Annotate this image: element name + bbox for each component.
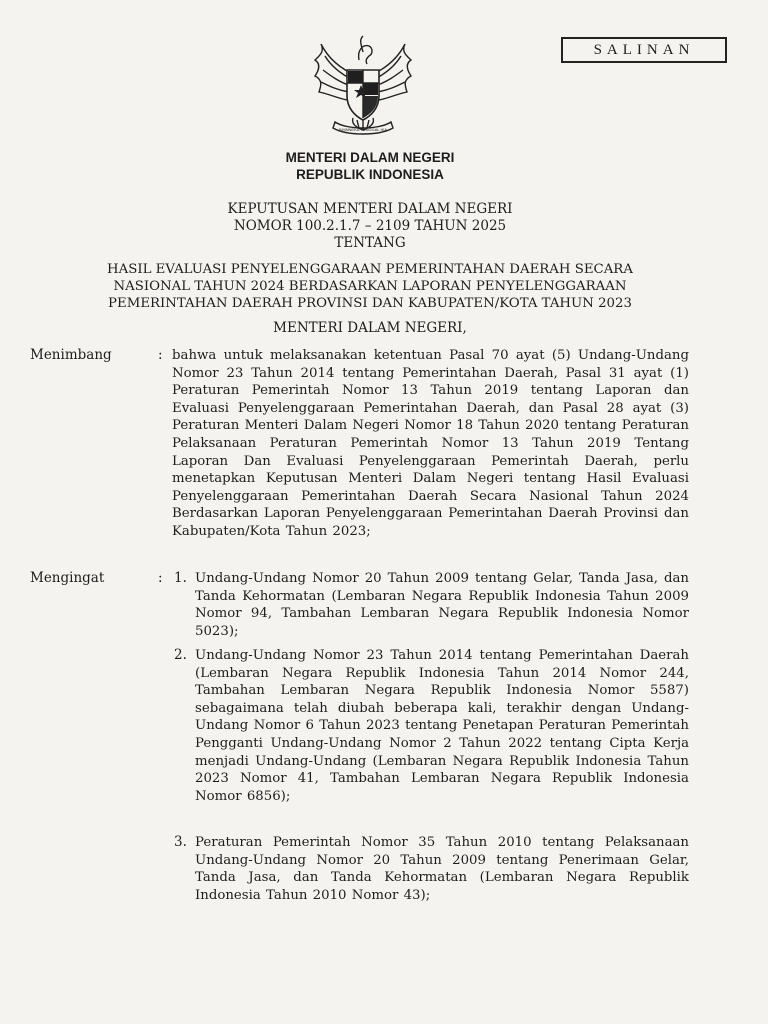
ministry-heading-line1: MENTERI DALAM NEGERI [285, 150, 455, 165]
decree-title: KEPUTUSAN MENTERI DALAM NEGERI [227, 201, 513, 217]
decree-subject-line3: PEMERINTAHAN DAERAH PROVINSI DAN KABUPATEN/KOTA TAHUN 2023 [108, 296, 632, 311]
mengingat-item-3-number: 3. [174, 834, 187, 850]
menimbang-text: bahwa untuk melaksanakan ketentuan Pasal 70 ayat (5) Undang-Undang Nomor 23 Tahun 2014 tentang Pemerintahan Daerah, Pasal 31 ayat (1) Peraturan Pemerintah Nomor 13 Tahun 2019 tentang Laporan dan Evaluasi Penyelenggaraan Pemerintahan Daerah, dan Pasal 28 ayat (3) Peraturan Menteri Dalam Negeri Nomor 18 Tahun 2020 tentang Peraturan Pelaksanaan Peraturan Pemerintah Nomor 13 Tahun 2019 Tentang Laporan Dan Evaluasi Penyelenggaraan Pemerintah Daerah, perlu menetapkan Keputusan Menteri Dalam Negeri tentang Hasil Evaluasi Penyelenggaraan Pemerintahan Daerah Secara Nasional Tahun 2024 Berdasarkan Laporan Penyelenggaraan Pemerintahan Daerah Provinsi dan Kabupaten/Kota Tahun 2023; [172, 348, 689, 539]
mengingat-colon: : [158, 570, 163, 586]
mengingat-item-2-number: 2. [174, 647, 187, 663]
mengingat-item-3-text: Peraturan Pemerintah Nomor 35 Tahun 2010 tentang Pelaksanaan Undang-Undang Nomor 20 Tahun 2009 tentang Penerimaan Gelar, Tanda Jasa, dan Tanda Kehormatan (Lembaran Negara Republik Indonesia Tahun 2010 Nomor 43); [195, 835, 689, 903]
menimbang-label: Menimbang [30, 347, 112, 363]
menimbang-colon: : [158, 347, 163, 363]
mengingat-item-1-text: Undang-Undang Nomor 20 Tahun 2009 tentang Gelar, Tanda Jasa, dan Tanda Kehormatan (Lembaran Negara Republik Indonesia Tahun 2009 Nomor 94, Tambahan Lembaran Negara Republik Indonesia Nomor 5023); [195, 571, 689, 639]
decree-issuer: MENTERI DALAM NEGERI, [273, 320, 467, 336]
ministry-heading-line2: REPUBLIK INDONESIA [296, 167, 444, 182]
decree-number: NOMOR 100.2.1.7 – 2109 TAHUN 2025 [233, 218, 507, 234]
salinan-stamp: SALINAN [561, 37, 727, 63]
mengingat-item-2-text: Undang-Undang Nomor 23 Tahun 2014 tentang Pemerintahan Daerah (Lembaran Negara Republik Indonesia Tahun 2014 Nomor 244, Tambahan Lembaran Negara Republik Indonesia Nomor 5587) sebagaimana telah diubah beberapa kali, terakhir dengan Undang-Undang Nomor 6 Tahun 2023 tentang Penetapan Peraturan Pemerintah Pengganti Undang-Undang Nomor 2 Tahun 2022 tentang Cipta Kerja menjadi Undang-Undang (Lembaran Negara Republik Indonesia Tahun 2023 Nomor 41, Tambahan Lembaran Negara Republik Indonesia Nomor 6856); [195, 648, 689, 804]
decree-about: TENTANG [334, 235, 406, 251]
mengingat-label: Mengingat [30, 570, 105, 586]
garuda-pancasila-emblem-icon [307, 30, 419, 138]
mengingat-item-1-number: 1. [174, 570, 187, 586]
decree-subject-line2: NASIONAL TAHUN 2024 BERDASARKAN LAPORAN PENYELENGGARAAN [113, 279, 627, 294]
decree-subject-line1: HASIL EVALUASI PENYELENGGARAAN PEMERINTAHAN DAERAH SECARA [107, 262, 633, 277]
emblem-motto: BHINNEKA TUNGGAL IKA [338, 127, 388, 132]
